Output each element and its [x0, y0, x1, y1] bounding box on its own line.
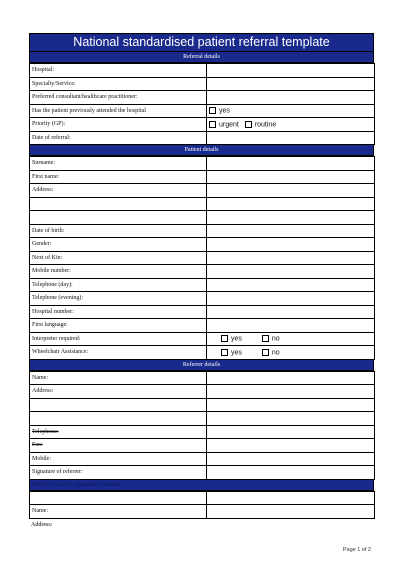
first-name-label: First name:: [30, 170, 207, 184]
referral-table: [29, 63, 375, 145]
next-of-kin-label: Next of Kin:: [30, 251, 207, 265]
urgent-label: urgent: [219, 120, 239, 128]
referrer-table: [29, 371, 375, 480]
address-line-3: [30, 211, 207, 225]
referrer-fax-label: Fax:: [30, 439, 207, 453]
interpreter-yes-checkbox[interactable]: [221, 335, 228, 342]
bottom-name-label: Name:: [30, 505, 207, 519]
priority-label: Priority (GP):: [30, 118, 207, 132]
surname-field[interactable]: [207, 157, 375, 171]
address-field-3[interactable]: [207, 211, 375, 225]
address-field-2[interactable]: [207, 197, 375, 211]
referrer-address-line-2: [30, 398, 207, 412]
urgent-checkbox[interactable]: [209, 121, 216, 128]
next-of-kin-field[interactable]: [207, 251, 375, 265]
medical-council-table: [29, 491, 375, 519]
hospital-number-field[interactable]: [207, 305, 375, 319]
routine-label: routine: [254, 120, 277, 128]
referrer-address-field-3[interactable]: [207, 412, 375, 426]
bottom-name-field[interactable]: [207, 505, 375, 519]
specialty-label: Specialty/Service:: [30, 77, 207, 91]
signature-label: Signature of referrer:: [30, 466, 207, 480]
date-of-birth-field[interactable]: [207, 224, 375, 238]
hospital-label: Hospital:: [30, 64, 207, 78]
specialty-field[interactable]: [207, 77, 375, 91]
referrer-address-field[interactable]: [207, 385, 375, 399]
form-title: National standardised patient referral template: [29, 33, 374, 52]
wheelchair-label: Wheelchair Assistance:: [30, 346, 207, 360]
routine-checkbox[interactable]: [245, 121, 252, 128]
date-of-birth-label: Date of birth:: [30, 224, 207, 238]
registration-number-field[interactable]: [207, 491, 375, 505]
page-indicator: Page 1 of 2: [342, 547, 371, 553]
referrer-mobile-field[interactable]: [207, 452, 375, 466]
telephone-evening-label: Telephone (evening):: [30, 292, 207, 306]
consultant-label: Preferred consultant/healthcare practitioner:: [30, 91, 207, 105]
surname-label: Surname:: [30, 157, 207, 171]
previously-attended-field: [207, 104, 375, 118]
referrer-name-label: Name:: [30, 371, 207, 385]
attended-yes-label: yes: [219, 107, 230, 115]
address-label: Address:: [30, 184, 207, 198]
referrer-telephone-label: Telephone:: [30, 425, 207, 439]
section-medical-council: Medical Council registration number: [29, 480, 374, 491]
section-referral-details: Referral details: [29, 52, 374, 63]
referrer-address-field-2[interactable]: [207, 398, 375, 412]
telephone-evening-field[interactable]: [207, 292, 375, 306]
previously-attended-label: Has the patient previously attended the hospital: [30, 104, 207, 118]
referrer-mobile-label: Mobile:: [30, 452, 207, 466]
first-language-label: First language:: [30, 319, 207, 333]
interpreter-field: [207, 332, 375, 346]
wheelchair-field: [207, 346, 375, 360]
signature-field[interactable]: [207, 466, 375, 480]
bottom-address-label: Address:: [31, 521, 53, 528]
interpreter-yes-label: yes: [231, 335, 242, 343]
hospital-number-label: Hospital number:: [30, 305, 207, 319]
mobile-number-label: Mobile number:: [30, 265, 207, 279]
priority-field: [207, 118, 375, 132]
consultant-field[interactable]: [207, 91, 375, 105]
referrer-telephone-field[interactable]: [207, 425, 375, 439]
telephone-day-field[interactable]: [207, 278, 375, 292]
section-patient-details: Patient details: [29, 145, 374, 156]
mobile-number-field[interactable]: [207, 265, 375, 279]
referrer-name-field[interactable]: [207, 371, 375, 385]
referrer-address-label: Address:: [30, 385, 207, 399]
referrer-fax-field[interactable]: [207, 439, 375, 453]
date-of-referral-label: Date of referral:: [30, 131, 207, 145]
address-field[interactable]: [207, 184, 375, 198]
first-name-field[interactable]: [207, 170, 375, 184]
hospital-field[interactable]: [207, 64, 375, 78]
telephone-day-label: Telephone (day):: [30, 278, 207, 292]
referrer-address-line-3: [30, 412, 207, 426]
wheelchair-no-checkbox[interactable]: [262, 349, 269, 356]
registration-number-label: [30, 491, 207, 505]
gender-label: Gender:: [30, 238, 207, 252]
date-of-referral-field[interactable]: [207, 131, 375, 145]
wheelchair-yes-label: yes: [231, 348, 242, 356]
attended-yes-checkbox[interactable]: [209, 107, 216, 114]
interpreter-no-label: no: [271, 335, 280, 343]
interpreter-no-checkbox[interactable]: [262, 335, 269, 342]
section-referrer-details: Referrer details: [29, 360, 374, 371]
address-line-2: [30, 197, 207, 211]
wheelchair-yes-checkbox[interactable]: [221, 349, 228, 356]
interpreter-label: Interpreter required:: [30, 332, 207, 346]
wheelchair-no-label: no: [271, 348, 280, 356]
referral-form: [29, 33, 374, 528]
gender-field[interactable]: [207, 238, 375, 252]
first-language-field[interactable]: [207, 319, 375, 333]
patient-table: [29, 156, 375, 360]
